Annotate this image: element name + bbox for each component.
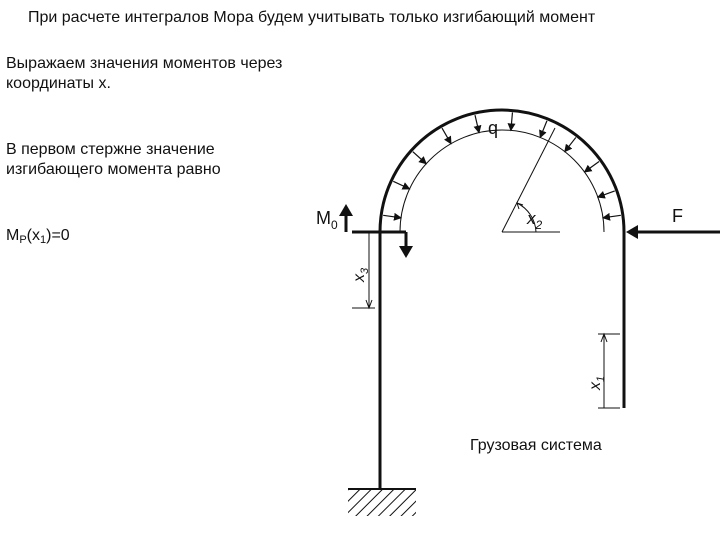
coord-x1-symbol: x — [587, 382, 604, 390]
load-arrow — [598, 191, 615, 197]
load-arrow — [475, 115, 479, 133]
moment-m0-label — [316, 208, 338, 232]
load-arrow — [383, 215, 401, 218]
coord-x1-dimension — [598, 334, 620, 408]
formula-symbol: M — [6, 227, 20, 244]
paragraph-line: Выражаем значения моментов через — [6, 55, 283, 72]
fixed-support — [348, 489, 416, 516]
frame-structure — [380, 110, 624, 489]
paragraph-line: В первом стержне значение — [6, 141, 215, 158]
load-arrow — [511, 112, 513, 130]
load-arrow — [603, 215, 621, 218]
load-arrow — [442, 128, 451, 144]
coord-x1-subscript: 1 — [595, 375, 607, 382]
coord-x2-subscript: 2 — [535, 218, 543, 232]
load-arrow — [413, 152, 426, 164]
force-f-label: F — [672, 206, 683, 226]
load-arrow — [565, 137, 576, 151]
distributed-load-arrows — [383, 112, 621, 217]
formula-subscript-1: 1 — [40, 234, 47, 246]
coord-x3-label — [351, 267, 371, 283]
coord-x2-label — [526, 209, 543, 232]
formula-argument: (x — [26, 227, 40, 244]
formula-result: )=0 — [46, 227, 70, 244]
formula-subscript-p: P — [19, 234, 27, 246]
distributed-load-boundary — [400, 130, 604, 232]
coord-x3-subscript: 3 — [359, 267, 371, 274]
diagram-caption: Грузовая система — [470, 437, 602, 454]
slide-title: При расчете интегралов Мора будем учитывать только изгибающий момент — [28, 9, 596, 26]
load-label-q: q — [488, 118, 499, 138]
paragraph-line: изгибающего момента равно — [6, 161, 221, 178]
paragraph-line: координаты x. — [6, 75, 111, 92]
force-f-arrow — [626, 225, 720, 239]
moment-symbol: M — [316, 208, 331, 228]
load-arrow — [585, 161, 600, 172]
moment-subscript: 0 — [331, 218, 338, 232]
load-arrow — [393, 181, 409, 189]
coord-x3-symbol: x — [351, 274, 368, 282]
coord-x2-symbol: x — [527, 209, 536, 228]
load-arrow — [540, 121, 547, 138]
